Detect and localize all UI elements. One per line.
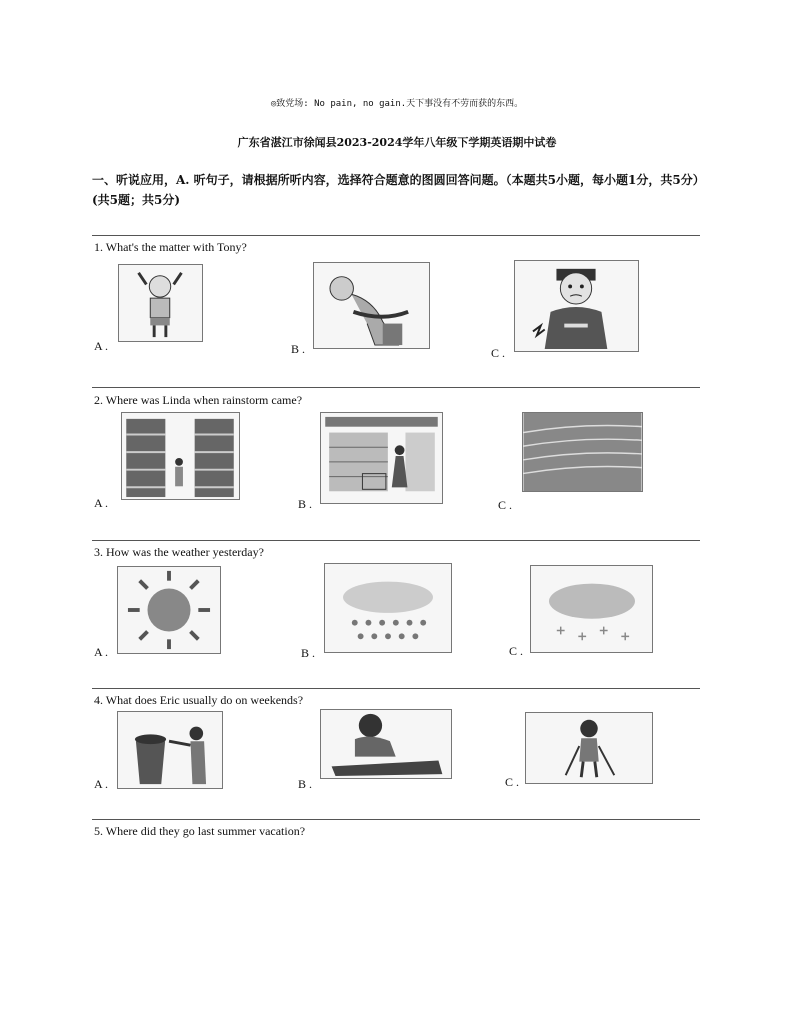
q1-option-b-label[interactable]: B . [291,342,306,356]
divider [92,819,700,820]
divider [92,235,700,236]
q3-image-c [530,565,653,653]
q1-image-b [313,262,430,349]
question-5-text: 5. Where did they go last summer vacation? [94,824,306,838]
question-3-text: 3. How was the weather yesterday? [94,545,264,559]
q3-image-a [117,566,221,654]
q4-image-b [320,709,452,779]
divider [92,688,700,689]
q3-image-b [324,563,452,653]
q3-option-a-label[interactable]: A . [94,645,109,659]
q2-option-c-label[interactable]: C . [498,498,513,512]
q4-image-c [525,712,653,784]
q4-option-a-label[interactable]: A . [94,777,109,791]
q2-option-b-label[interactable]: B . [298,497,313,511]
page-title: 广东省湛江市徐闻县2023-2024学年八年级下学期英语期中试卷 [237,136,557,149]
q2-option-a-label[interactable]: A . [94,496,109,510]
q3-option-b-label[interactable]: B . [301,646,316,660]
q3-option-c-label[interactable]: C . [509,644,524,658]
q1-option-a-label[interactable]: A . [94,339,109,353]
q4-image-a [117,711,223,789]
q1-image-a [118,264,203,342]
q2-image-a [121,412,240,500]
q4-option-c-label[interactable]: C . [505,775,520,789]
q2-image-c [522,412,643,492]
question-4-text: 4. What does Eric usually do on weekends? [94,693,304,707]
q2-image-b [320,412,443,504]
motto: ◎致党场: No pain, no gain.天下事没有不劳而获的东西。 [270,99,524,109]
section-instructions: 一、听说应用，A. 听句子，请根据所听内容，选择符合题意的图圆回答问题。（本题共5小题，每小题1分，共5分）(共5题；共5分) [92,173,699,207]
q1-option-c-label[interactable]: C . [491,346,506,360]
divider [92,540,700,541]
question-2-text: 2. Where was Linda when rainstorm came? [94,393,303,407]
question-1-text: 1. What's the matter with Tony? [94,240,247,254]
divider [92,387,700,388]
q4-option-b-label[interactable]: B . [298,777,313,791]
q1-image-c [514,260,639,352]
